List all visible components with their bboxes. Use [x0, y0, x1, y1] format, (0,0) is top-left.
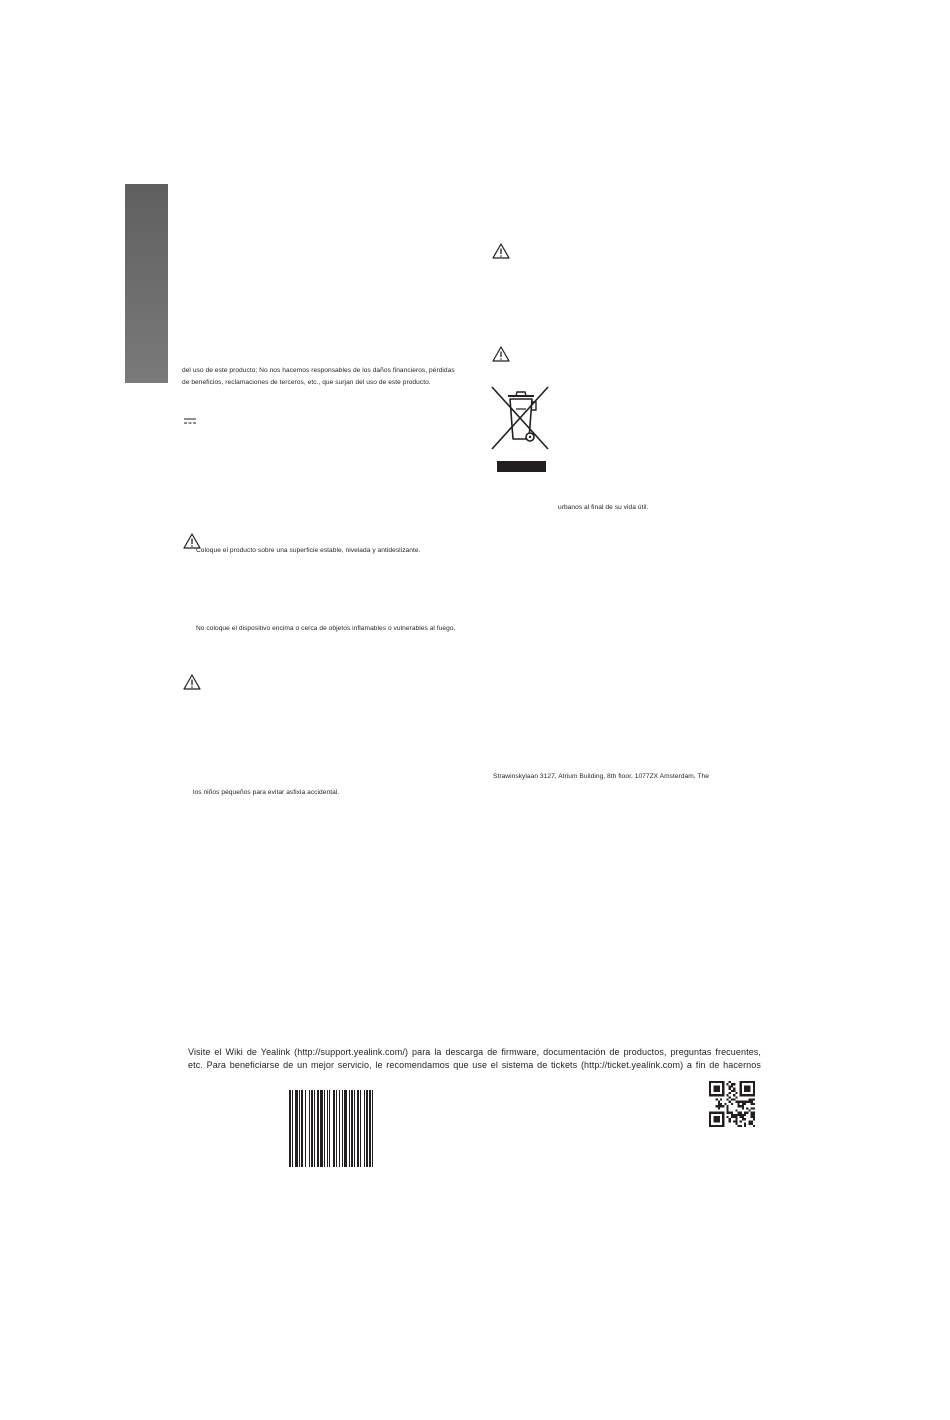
qr-module [742, 1105, 744, 1107]
barcode-bar [360, 1090, 361, 1167]
qr-module [733, 1114, 735, 1116]
qr-module [731, 1112, 733, 1114]
qr-module [722, 1081, 724, 1083]
qr-module [744, 1103, 746, 1105]
qr-module [733, 1099, 735, 1101]
barcode-bar [305, 1090, 306, 1167]
qr-module [729, 1096, 731, 1098]
warning-triangle-icon [492, 243, 510, 259]
qr-module [746, 1101, 748, 1103]
barcode-bar [301, 1090, 303, 1167]
qr-module [733, 1088, 735, 1090]
qr-module [729, 1112, 731, 1114]
qr-module [718, 1088, 720, 1090]
qr-module [727, 1105, 729, 1107]
qr-module [753, 1118, 755, 1120]
qr-module [709, 1120, 711, 1122]
qr-module [737, 1103, 739, 1105]
qr-module [746, 1088, 748, 1090]
qr-module [709, 1125, 711, 1127]
qr-module [729, 1120, 731, 1122]
qr-module [746, 1085, 748, 1087]
support-footer-paragraph [188, 1046, 761, 1071]
qr-module [720, 1105, 722, 1107]
qr-module [713, 1085, 715, 1087]
qr-module [722, 1105, 724, 1107]
qr-module [735, 1123, 737, 1125]
qr-module [742, 1114, 744, 1116]
qr-module [722, 1123, 724, 1125]
qr-module [737, 1114, 739, 1116]
qr-module [753, 1088, 755, 1090]
support-footer-line-1: Visite el Wiki de Yealink (http://support.yealink.com/) para la descarga de firmware, documentación de productos, preguntas frecuentes, [188, 1047, 761, 1057]
qr-module [748, 1081, 750, 1083]
qr-module [751, 1103, 753, 1105]
qr-module [722, 1116, 724, 1118]
qr-module [733, 1094, 735, 1096]
qr-module [729, 1118, 731, 1120]
qr-code-icon [709, 1081, 755, 1127]
placement-note: Coloque el producto sobre una superficie estable, nivelada y antideslizante. [196, 547, 421, 554]
qr-module [746, 1107, 748, 1109]
barcode-bar [339, 1090, 340, 1167]
qr-module [742, 1107, 744, 1109]
qr-module [753, 1081, 755, 1083]
qr-module [709, 1118, 711, 1120]
support-footer-line-2: etc. Para beneficiarse de un mejor servicio, le recomendamos que use el sistema de tickets (http://ticket.yealink.com) a fin de hacernos [188, 1059, 761, 1070]
warning-triangle-icon [492, 346, 510, 362]
qr-module [709, 1112, 711, 1114]
qr-module [720, 1125, 722, 1127]
weee-solid-bar [497, 461, 546, 472]
qr-module [709, 1085, 711, 1087]
qr-module [716, 1088, 718, 1090]
qr-module [740, 1081, 742, 1083]
qr-module [735, 1114, 737, 1116]
qr-module [709, 1083, 711, 1085]
barcode-bar [366, 1090, 368, 1167]
qr-module [722, 1120, 724, 1122]
qr-module [722, 1112, 724, 1114]
qr-module [748, 1123, 750, 1125]
warning-triangle-icon [183, 674, 201, 690]
qr-module [720, 1112, 722, 1114]
qr-module [740, 1112, 742, 1114]
qr-module [746, 1094, 748, 1096]
qr-module [751, 1112, 753, 1114]
qr-module [740, 1090, 742, 1092]
qr-module [740, 1120, 742, 1122]
qr-module [727, 1094, 729, 1096]
qr-module [718, 1094, 720, 1096]
qr-module [713, 1120, 715, 1122]
qr-module [716, 1094, 718, 1096]
qr-module [740, 1105, 742, 1107]
qr-module [744, 1114, 746, 1116]
qr-module [716, 1090, 718, 1092]
qr-module [748, 1099, 750, 1101]
qr-module [722, 1085, 724, 1087]
qr-module [718, 1118, 720, 1120]
qr-module [729, 1092, 731, 1094]
qr-module [716, 1099, 718, 1101]
qr-module [737, 1112, 739, 1114]
qr-module [748, 1101, 750, 1103]
children-note: los niños pequeños para evitar asfixia accidental. [193, 789, 340, 796]
qr-module [724, 1103, 726, 1105]
barcode-bar [342, 1090, 343, 1167]
qr-module [740, 1092, 742, 1094]
qr-module [720, 1103, 722, 1105]
qr-module [718, 1120, 720, 1122]
qr-module [735, 1096, 737, 1098]
qr-module [744, 1112, 746, 1114]
qr-module [740, 1083, 742, 1085]
qr-module [748, 1109, 750, 1111]
address-line: Strawinskylaan 3127, Atrium Building, 8th floor, 1077ZX Amsterdam, The [493, 773, 709, 780]
qr-module [735, 1116, 737, 1118]
qr-module [735, 1120, 737, 1122]
disposal-note: urbanos al final de su vida útil. [558, 504, 649, 511]
qr-module [748, 1088, 750, 1090]
qr-module [753, 1107, 755, 1109]
barcode-bar [354, 1090, 355, 1167]
qr-module [744, 1090, 746, 1092]
qr-module [740, 1116, 742, 1118]
qr-module [727, 1107, 729, 1109]
qr-module [731, 1085, 733, 1087]
qr-module [731, 1114, 733, 1116]
qr-module [716, 1120, 718, 1122]
barcode-icon [289, 1090, 403, 1167]
qr-module [753, 1112, 755, 1114]
fire-note: No coloque el dispositivo encima o cerca de objetos inflamables o vulnerables al fuego, [196, 625, 456, 632]
qr-module [713, 1112, 715, 1114]
qr-module [737, 1105, 739, 1107]
qr-module [753, 1103, 755, 1105]
qr-module [713, 1094, 715, 1096]
side-tab-marker [125, 184, 168, 383]
qr-module [733, 1090, 735, 1092]
qr-module [716, 1118, 718, 1120]
qr-module [720, 1094, 722, 1096]
qr-module [744, 1094, 746, 1096]
qr-module [751, 1116, 753, 1118]
qr-module [742, 1094, 744, 1096]
qr-module [727, 1099, 729, 1101]
barcode-bar [314, 1090, 315, 1167]
qr-module [731, 1103, 733, 1105]
qr-module [713, 1125, 715, 1127]
qr-module [709, 1081, 711, 1083]
barcode-bar [289, 1090, 291, 1167]
qr-module [729, 1101, 731, 1103]
qr-module [737, 1125, 739, 1127]
qr-module [729, 1085, 731, 1087]
barcode-bar [369, 1090, 371, 1167]
liability-text-line-1: del uso de este producto; No nos hacemos responsables de los daños financieros, pérdidas [182, 367, 455, 374]
barcode-bar [349, 1090, 350, 1167]
qr-module [720, 1099, 722, 1101]
qr-module [727, 1083, 729, 1085]
qr-module [753, 1116, 755, 1118]
qr-module [744, 1085, 746, 1087]
barcode-bar [333, 1090, 335, 1167]
barcode-bar [357, 1090, 359, 1167]
qr-module [727, 1116, 729, 1118]
qr-module [722, 1092, 724, 1094]
qr-module [711, 1081, 713, 1083]
qr-module [718, 1081, 720, 1083]
liability-text-line-2: de beneficios, reclamaciones de terceros, etc., que surjan del uso de este producto. [182, 379, 431, 386]
barcode-bar [299, 1090, 300, 1167]
barcode-bar [327, 1090, 328, 1167]
qr-module [740, 1125, 742, 1127]
qr-module [753, 1085, 755, 1087]
qr-module [746, 1081, 748, 1083]
qr-module [713, 1088, 715, 1090]
qr-module [713, 1081, 715, 1083]
qr-module [722, 1125, 724, 1127]
qr-module [722, 1114, 724, 1116]
qr-module [748, 1085, 750, 1087]
qr-module [729, 1088, 731, 1090]
barcode-bar [295, 1090, 298, 1167]
qr-module [753, 1083, 755, 1085]
qr-module [740, 1085, 742, 1087]
crossed-out-wheelie-bin-icon [489, 385, 551, 451]
qr-module [742, 1118, 744, 1120]
qr-module [731, 1083, 733, 1085]
qr-module [753, 1094, 755, 1096]
qr-module [722, 1118, 724, 1120]
qr-module [744, 1081, 746, 1083]
qr-module [751, 1123, 753, 1125]
qr-module [753, 1092, 755, 1094]
qr-module [709, 1114, 711, 1116]
barcode-bar [329, 1090, 330, 1167]
qr-module [748, 1094, 750, 1096]
qr-module [722, 1083, 724, 1085]
qr-module [718, 1085, 720, 1087]
qr-module [713, 1116, 715, 1118]
qr-module [713, 1118, 715, 1120]
qr-module [731, 1099, 733, 1101]
qr-module [735, 1101, 737, 1103]
qr-module [718, 1090, 720, 1092]
qr-module [709, 1088, 711, 1090]
barcode-bar [317, 1090, 319, 1167]
qr-module [718, 1125, 720, 1127]
barcode-bar [364, 1090, 365, 1167]
barcode-bar [324, 1090, 325, 1167]
qr-module [720, 1081, 722, 1083]
qr-module [727, 1112, 729, 1114]
barcode-bar [344, 1090, 347, 1167]
qr-module [733, 1120, 735, 1122]
qr-module [711, 1125, 713, 1127]
qr-module [709, 1090, 711, 1092]
qr-module [748, 1120, 750, 1122]
qr-module [735, 1118, 737, 1120]
qr-module [753, 1125, 755, 1127]
qr-module [709, 1092, 711, 1094]
barcode-bar [311, 1090, 313, 1167]
qr-module [746, 1112, 748, 1114]
qr-module [716, 1081, 718, 1083]
qr-module [744, 1088, 746, 1090]
qr-module [746, 1090, 748, 1092]
qr-module [751, 1114, 753, 1116]
qr-module [742, 1101, 744, 1103]
qr-module [731, 1116, 733, 1118]
qr-module [718, 1103, 720, 1105]
qr-module [735, 1092, 737, 1094]
qr-module [722, 1090, 724, 1092]
barcode-bar [309, 1090, 310, 1167]
dc-current-symbol-icon [184, 417, 196, 425]
barcode-bar [336, 1090, 337, 1167]
qr-module [737, 1101, 739, 1103]
qr-module [740, 1101, 742, 1103]
qr-module [722, 1094, 724, 1096]
qr-module [729, 1081, 731, 1083]
qr-module [716, 1105, 718, 1107]
qr-module [751, 1094, 753, 1096]
barcode-bar [292, 1090, 293, 1167]
qr-module [711, 1094, 713, 1096]
barcode-bar [372, 1090, 373, 1167]
qr-module [733, 1083, 735, 1085]
qr-module [718, 1101, 720, 1103]
qr-module [751, 1107, 753, 1109]
qr-module [751, 1101, 753, 1103]
qr-module [718, 1107, 720, 1109]
qr-module [735, 1109, 737, 1111]
qr-module [742, 1081, 744, 1083]
qr-module [742, 1103, 744, 1105]
qr-module [716, 1112, 718, 1114]
qr-module [742, 1116, 744, 1118]
qr-module [709, 1116, 711, 1118]
qr-module [753, 1099, 755, 1101]
qr-module [722, 1088, 724, 1090]
barcode-bar [351, 1090, 353, 1167]
qr-module [727, 1109, 729, 1111]
qr-module [711, 1112, 713, 1114]
qr-module [731, 1090, 733, 1092]
qr-module [753, 1114, 755, 1116]
qr-module [751, 1120, 753, 1122]
qr-module [716, 1085, 718, 1087]
barcode-bar [320, 1090, 323, 1167]
qr-module [718, 1112, 720, 1114]
qr-module [751, 1081, 753, 1083]
qr-module [716, 1116, 718, 1118]
qr-module [744, 1123, 746, 1125]
qr-module [748, 1090, 750, 1092]
qr-module [744, 1118, 746, 1120]
qr-module [740, 1114, 742, 1116]
qr-module [740, 1094, 742, 1096]
qr-module [733, 1116, 735, 1118]
qr-module [740, 1088, 742, 1090]
qr-module [718, 1116, 720, 1118]
qr-module [718, 1105, 720, 1107]
qr-module [751, 1099, 753, 1101]
qr-module [709, 1123, 711, 1125]
qr-module [713, 1090, 715, 1092]
qr-module [709, 1094, 711, 1096]
qr-module [744, 1101, 746, 1103]
qr-module [753, 1090, 755, 1092]
qr-module [716, 1125, 718, 1127]
qr-module [744, 1125, 746, 1127]
